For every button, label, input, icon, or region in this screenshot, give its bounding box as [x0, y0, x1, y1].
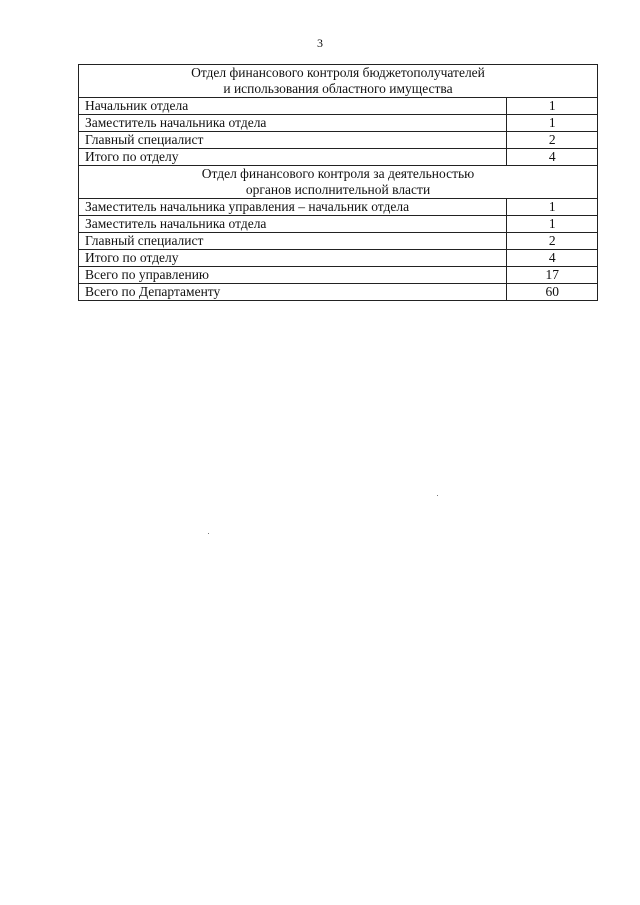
- total-label-cell: Всего по Департаменту: [79, 284, 507, 301]
- count-cell: 4: [507, 250, 598, 267]
- total-count-cell: 17: [507, 267, 598, 284]
- total-label-cell: Всего по управлению: [79, 267, 507, 284]
- table-row: [79, 233, 598, 250]
- total-count-cell: 60: [507, 284, 598, 301]
- table-row: [79, 199, 598, 216]
- position-cell: Заместитель начальника отдела: [79, 115, 507, 132]
- section-title-line: Отдел финансового контроля бюджетополучателей: [191, 65, 485, 80]
- count-cell: 1: [507, 216, 598, 233]
- total-row: [79, 267, 598, 284]
- count-cell: 4: [507, 149, 598, 166]
- table-row: [79, 98, 598, 115]
- count-cell: 1: [507, 115, 598, 132]
- position-cell: Начальник отдела: [79, 98, 507, 115]
- section-title: [79, 166, 598, 199]
- page-number: 3: [317, 36, 323, 50]
- section-title-line: и использования областного имущества: [223, 81, 453, 96]
- count-cell: 1: [507, 98, 598, 115]
- section-title-line: органов исполнительной власти: [245, 182, 431, 197]
- position-cell: Итого по отделу: [79, 250, 507, 267]
- table-row: [79, 115, 598, 132]
- count-cell: 2: [507, 233, 598, 250]
- section-header-row: [79, 166, 598, 199]
- position-cell: Заместитель начальника отдела: [79, 216, 507, 233]
- position-cell: Главный специалист: [79, 233, 507, 250]
- count-cell: 2: [507, 132, 598, 149]
- section-title: [79, 65, 598, 98]
- total-row: [79, 284, 598, 301]
- scan-speck: [437, 495, 438, 496]
- section-title-line: Отдел финансового контроля за деятельностью: [201, 166, 475, 181]
- section-header-row: [79, 65, 598, 98]
- position-cell: Итого по отделу: [79, 149, 507, 166]
- position-cell: Главный специалист: [79, 132, 507, 149]
- count-cell: 1: [507, 199, 598, 216]
- table-row: [79, 132, 598, 149]
- table-row: [79, 216, 598, 233]
- staff-table: [78, 64, 598, 301]
- table-row: [79, 250, 598, 267]
- position-cell: Заместитель начальника управления – начальник отдела: [79, 199, 507, 216]
- table-row: [79, 149, 598, 166]
- scan-speck: [208, 533, 209, 534]
